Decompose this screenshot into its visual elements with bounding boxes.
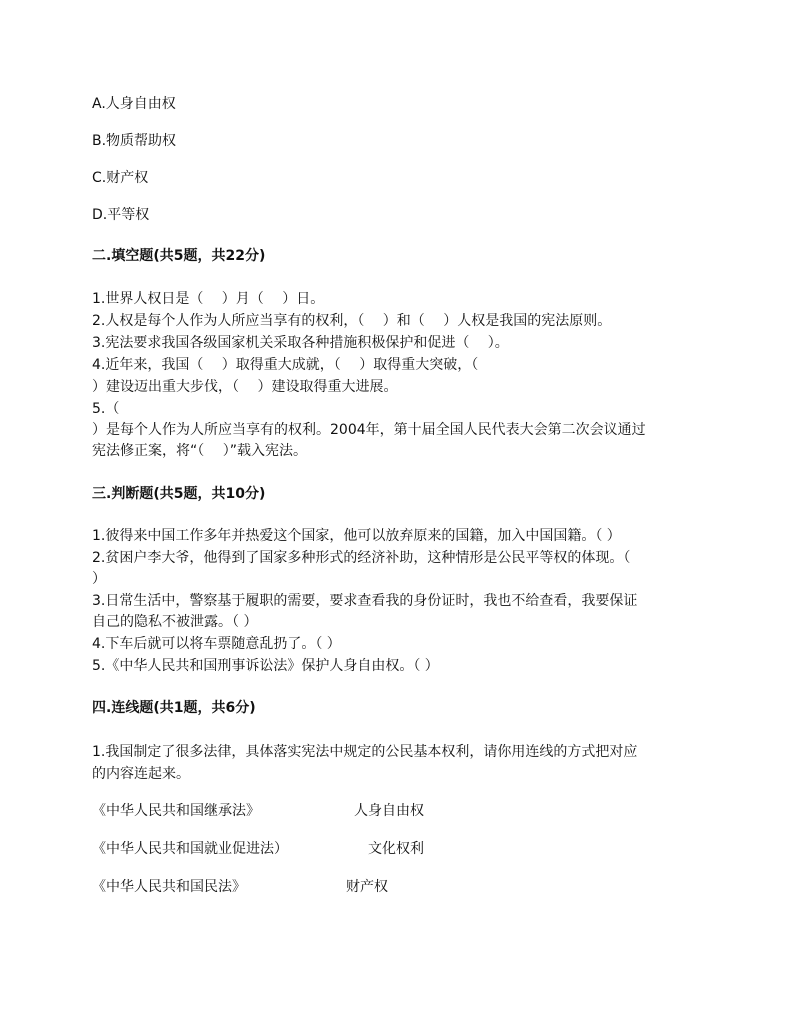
fill-q3: 3.宪法要求我国各级国家机关采取各种措施积极保护和促进（ ）。 [92, 335, 509, 351]
fill-q4-line2: ）建设迈出重大步伐，（ ）建设取得重大进展。 [92, 379, 398, 395]
option-a: A.人身自由权 [92, 96, 176, 112]
section-3-title: 三.判断题(共5题，共10分) [92, 486, 266, 502]
match-right-item-1: 人身自由权 [354, 803, 424, 819]
judge-q5: 5.《中华人民共和国刑事诉讼法》保护人身自由权。（ ） [92, 658, 439, 674]
judge-q4: 4.下车后就可以将车票随意乱扔了。（ ） [92, 636, 341, 652]
judge-q2-line1: 2.贫困户李大爷，他得到了国家多种形式的经济补助，这种情形是公民平等权的体现。（ [92, 550, 631, 566]
section-2-title: 二.填空题(共5题，共22分) [92, 248, 266, 264]
match-right-item-2: 文化权利 [368, 841, 424, 857]
option-c: C.财产权 [92, 170, 149, 186]
judge-q2-line2: ） [92, 571, 106, 587]
match-q1-line1: 1.我国制定了很多法律，具体落实宪法中规定的公民基本权利，请你用连线的方式把对应 [92, 744, 638, 760]
section-4-title: 四.连线题(共1题，共6分) [92, 700, 256, 716]
judge-q3-line2: 自己的隐私不被泄露。（ ） [92, 614, 258, 630]
fill-q5-line2: ）是每个人作为人所应当享有的权利。2004年，第十届全国人民代表大会第二次会议通过 [92, 422, 646, 438]
fill-q5-line1: 5.（ [92, 401, 120, 417]
option-b: B.物质帮助权 [92, 133, 177, 149]
match-right-item-3: 财产权 [346, 879, 388, 895]
match-left-item-1: 《中华人民共和国继承法》 [92, 803, 260, 819]
fill-q4-line1: 4.近年来，我国（ ）取得重大成就，（ ）取得重大突破，（ [92, 357, 479, 373]
fill-q5-line3: 宪法修正案，将“（ ）”载入宪法。 [92, 443, 307, 459]
judge-q1: 1.彼得来中国工作多年并热爱这个国家，他可以放弃原来的国籍，加入中国国籍。（ ） [92, 528, 621, 544]
match-left-item-3: 《中华人民共和国民法》 [92, 879, 246, 895]
fill-q2: 2.人权是每个人作为人所应当享有的权利，（ ）和（ ）人权是我国的宪法原则。 [92, 313, 612, 329]
match-left-item-2: 《中华人民共和国就业促进法） [92, 841, 288, 857]
fill-q1: 1.世界人权日是（ ）月（ ）日。 [92, 291, 325, 307]
match-q1-line2: 的内容连起来。 [92, 766, 190, 782]
judge-q3-line1: 3.日常生活中，警察基于履职的需要，要求查看我的身份证时，我也不给查看，我要保证 [92, 593, 638, 609]
option-d: D.平等权 [92, 207, 150, 223]
